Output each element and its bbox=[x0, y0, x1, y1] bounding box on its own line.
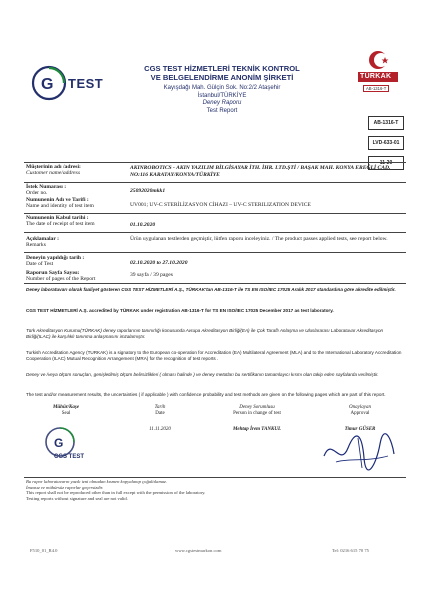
field-value-pages: 39 sayfa / 39 pages bbox=[130, 272, 173, 278]
field-value-order: 25092020mkk1 bbox=[130, 188, 166, 194]
accreditation-text-tr: Deney laboratuvarı olarak faaliyet gösteren CGS TEST HİZMETLERİ A.Ş., TÜRKAK'tan AB-1316-T ile TS EN ISO/IEC 17025 Aralık 2017 standardına göre akredite edilmiştir. bbox=[26, 287, 396, 292]
field-value-customer: AKINROBOTICS - AKIN YAZILIM BİLGİSAYAR İTH. İHR. LTD.ŞTİ / BAŞAK MAH. KONYA EREĞLİ CAD. NO:116 KARATAY/KONYA/TÜRKİYE bbox=[130, 165, 391, 178]
field-value-item: UV001; UV-C STERİLİZASYON CİHAZI – UV-C STERILIZATION DEVICE bbox=[130, 202, 311, 208]
website-link[interactable]: www.cgstestmarkon.com bbox=[175, 548, 222, 553]
svg-text:G: G bbox=[41, 76, 54, 93]
svg-text:G: G bbox=[54, 436, 64, 450]
ref-box-report-code: LVD-633-01 bbox=[368, 136, 404, 150]
accreditation-text-en: CGS TEST HİZMETLERİ A.Ş. accredited by TÜRKAK under registration AB-1316-T for TS EN ISO/IEC 17025 December 2017 as test laboratory. bbox=[26, 308, 334, 313]
signature-approval: Onaylayan Approval Timur GÜSER bbox=[344, 405, 376, 432]
footnote: Bu rapor laboratuvarın yazılı izni olmadan kısmen kopyalanıp çoğaltılamaz. İmzasız ve mühürsüz raporlar geçersizdir. This report shall not be reproduced other than in full except with the permission of the laboratory. Testing reports without signature and seal are not valid. bbox=[26, 479, 206, 501]
field-label-pages: Raporun Sayfa Sayısı: Number of pages of the Report bbox=[26, 270, 96, 283]
seal-text: CGS TEST bbox=[54, 454, 85, 460]
field-label-remarks: Açıklamalar : Remarks bbox=[26, 236, 59, 249]
report-title-tr: Deney Raporu bbox=[202, 100, 242, 106]
seal-stamp bbox=[40, 420, 96, 470]
turkak-code: AB-1316-T bbox=[363, 85, 389, 92]
address-line2: İstanbul/TÜRKİYE bbox=[197, 92, 247, 99]
field-label-test-date: Deneyin yapıldığı tarih : Date of Test bbox=[26, 255, 85, 268]
field-label-receipt: Numunenin Kabul tarihi : The date of receipt of test item bbox=[26, 215, 95, 228]
logo-text: TEST bbox=[68, 76, 104, 91]
turkak-text: TÜRKAK bbox=[360, 73, 392, 80]
field-label-order: İstek Numarası : Order no. bbox=[26, 184, 67, 197]
results-text-en: The test and/or measurement results, the uncertainties ( if applicable ) with confidence probability and test methods are given on the following pages which are part of this report. bbox=[26, 392, 386, 397]
field-value-receipt: 01.10.2020 bbox=[130, 222, 156, 228]
signature-seal: Mühür/Kaşe Seal bbox=[52, 405, 80, 416]
turkak-logo bbox=[356, 44, 400, 106]
handwritten-signature bbox=[318, 428, 398, 474]
report-title-en: Test Report bbox=[206, 107, 238, 114]
signature-date: Tarih Date 11.11.2020 bbox=[149, 405, 171, 432]
field-value-test-date: 02.10.2020 to 27.10.2020 bbox=[130, 260, 188, 266]
phone-number: Tel: 0216 615 70 75 bbox=[332, 548, 369, 553]
recognition-text-en: Turkish Accreditation Agency (TURKAK) is a signatory to the European co-operation for Accreditation (EA) Multilateral Agreement (MLA) and to the International Laboratory Accreditation Cooperation (ILAC) Mutual Recognition Arrangement (MRA) for the recognition of test reports . bbox=[26, 350, 402, 361]
form-code: F510_01_R4.0 bbox=[30, 548, 58, 553]
recognition-text-tr: Türk Akreditasyon Kurumu(TÜRKAK) deney raporlarının tanınırlığı konusunda Avrupa Akreditasyon Birliği(EA) ile Çok Taraflı Anlaşma ve Uluslararası Laboratuvar Akreditasyon Birliği(ILAC) ile karşılıklı tanınma anlaşmasını imzalamıştır. bbox=[26, 328, 384, 339]
signature-tester: Deney Sorumlusu Person in change of test Mehtap İrem TANKUL bbox=[232, 405, 282, 432]
cgs-test-logo bbox=[30, 64, 110, 102]
ref-box-date: 11-20 bbox=[368, 156, 404, 170]
address-line1: Kayışdağı Mah. Gülçin Sok. No:2/2 Ataşehir bbox=[163, 85, 281, 91]
company-name-line2: VE BELGELENDİRME ANONİM ŞİRKETİ bbox=[150, 73, 294, 82]
company-name-line1: CGS TEST HİZMETLERİ TEKNİK KONTROL bbox=[144, 64, 300, 73]
field-value-remarks: Ürün uygulanan testlerden geçmiştir, lütfen raporu inceleyiniz. / The product passes applied tests, see report below. bbox=[130, 236, 388, 242]
field-label-item: Numunenin Adı ve Tarifi : Name and identity of test item bbox=[26, 197, 94, 210]
field-label-customer: Müşterinin adı /adresi: Customer name/address bbox=[26, 164, 81, 177]
results-text-tr: Deney ve /veya ölçüm sonuçları, genişletilmiş ölçüm belirsizlikleri ( olması halinde ) ve deney metotları bu sertifikanın tamamlayıcı kısmı olan takip eden sayfalarda verilmiştir. bbox=[26, 372, 379, 377]
ref-box-accreditation: AB-1316-T bbox=[368, 116, 404, 130]
